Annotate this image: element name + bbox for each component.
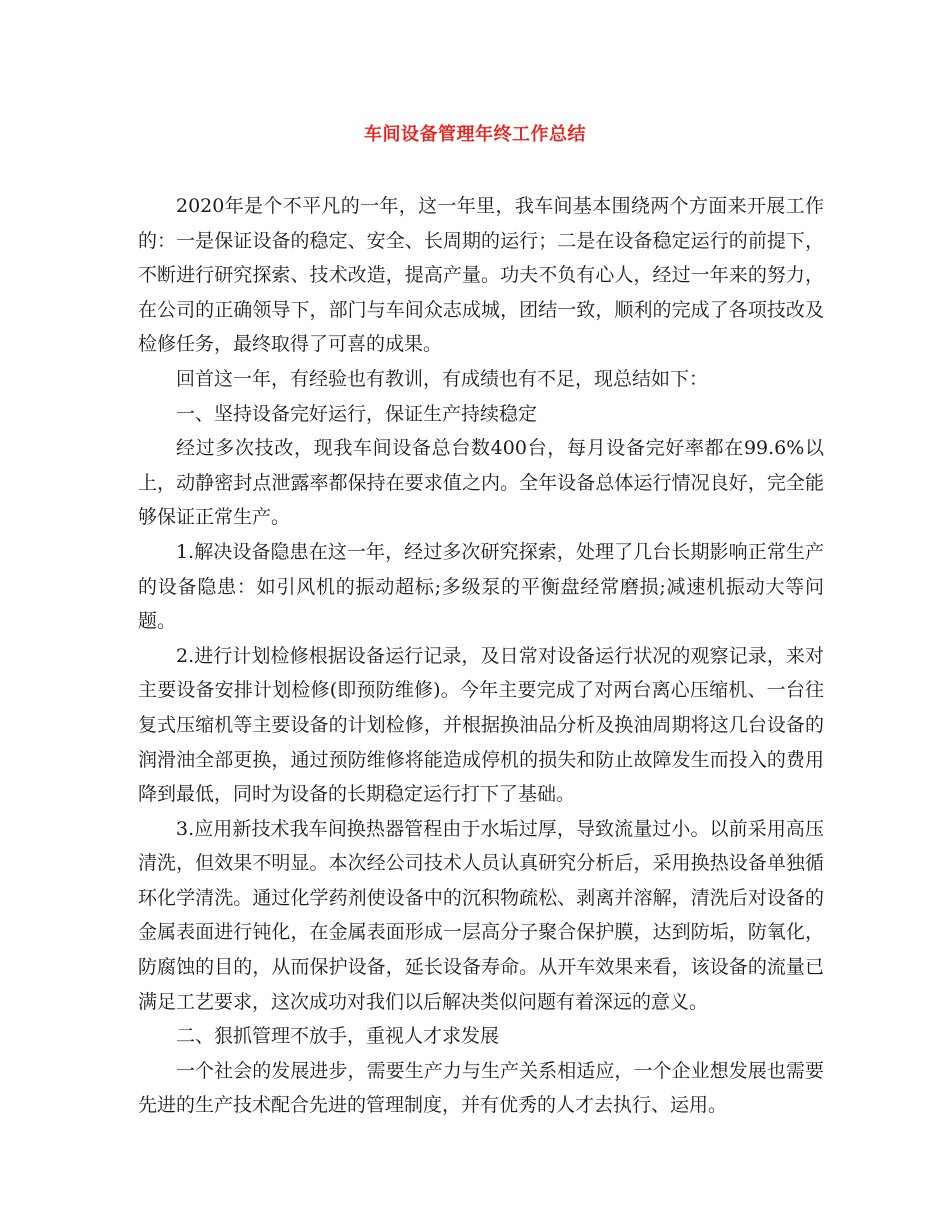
paragraph-intro: 2020年是个不平凡的一年，这一年里，我车间基本围绕两个方面来开展工作的：一是保证设备的稳定、安全、长周期的运行；二是在设备稳定运行的前提下，不断进行研究探索、技术改造，提高产量。功夫不负有心人，经过一年来的努力，在公司的正确领导下，部门与车间众志成城，团结一致，顺利的完成了各项技改及检修任务，最终取得了可喜的成果。: [138, 195, 824, 356]
section-heading-1: 一、坚持设备完好运行，保证生产持续稳定: [176, 402, 538, 425]
paragraph-equipment-count: 经过多次技改，现我车间设备总台数400台，每月设备完好率都在99.6%以上，动静密封点泄露率都保持在要求值之内。全年设备总体运行情况良好，完全能够保证正常生产。: [138, 437, 824, 529]
paragraph-item-3: 3.应用新技术我车间换热器管程由于水垢过厚，导致流量过小。以前采用高压清洗，但效果不明显。本次经公司技术人员认真研究分析后，采用换热设备单独循环化学清洗。通过化学药剂使设备中的沉积物疏松、剥离并溶解，清洗后对设备的金属表面进行钝化，在金属表面形成一层高分子聚合保护膜，达到防垢，防氧化，防腐蚀的目的，从而保护设备，延长设备寿命。从开车效果来看，该设备的流量已满足工艺要求，这次成功对我们以后解决类似问题有着深远的意义。: [138, 817, 824, 1013]
document-body: [138, 189, 824, 1123]
paragraph-item-1: 1.解决设备隐患在这一年，经过多次研究探索，处理了几台长期影响正常生产的设备隐患：如引风机的振动超标;多级泵的平衡盘经常磨损;减速机振动大等问题。: [138, 540, 824, 633]
paragraph-item-2: 2.进行计划检修根据设备运行记录，及日常对设备运行状况的观察记录，来对主要设备安排计划检修(即预防维修)。今年主要完成了对两台离心压缩机、一台往复式压缩机等主要设备的计划检修，并根据换油品分析及换油周期将这几台设备的润滑油全部更换，通过预防维修将能造成停机的损失和防止故障发生而投入的费用降到最低，同时为设备的长期稳定运行打下了基础。: [138, 644, 824, 806]
section-heading-2: 二、狠抓管理不放手，重视人才求发展: [176, 1025, 500, 1048]
paragraph-management: 一个社会的发展进步，需要生产力与生产关系相适应，一个企业想发展也需要先进的生产技术配合先进的管理制度，并有优秀的人才去执行、运用。: [138, 1059, 824, 1117]
document-title: 车间设备管理年终工作总结: [364, 124, 586, 145]
paragraph-review: 回首这一年，有经验也有教训，有成绩也有不足，现总结如下：: [176, 367, 709, 390]
